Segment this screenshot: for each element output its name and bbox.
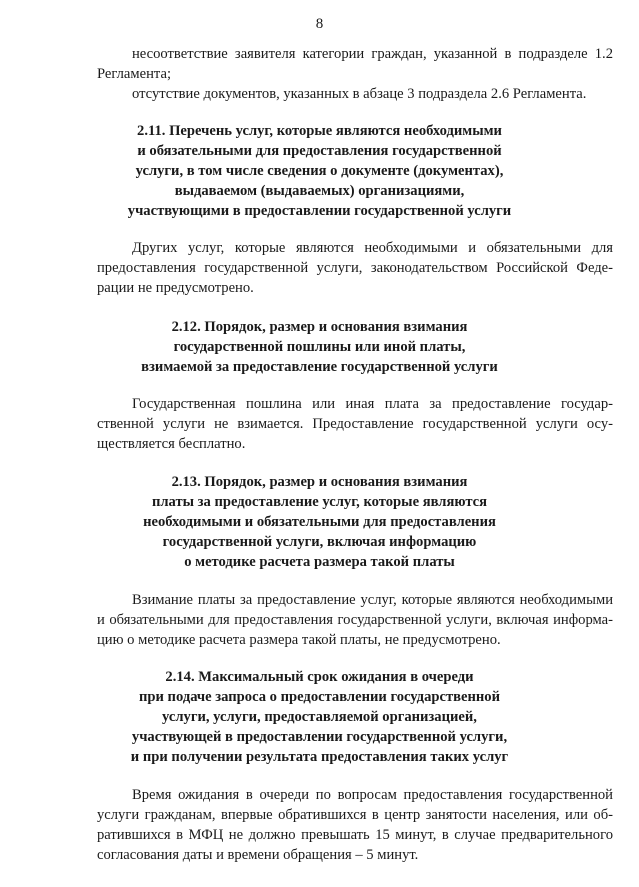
- body-line: Других услуг, которые являются необходимыми и обязательными для: [132, 240, 613, 256]
- body-line: услуги гражданам, впервые обратившихся в центр занятости населения, или об-: [97, 807, 613, 823]
- section-heading: выдаваемом (выдаваемых) организациями,: [174, 183, 465, 199]
- body-line: ратившихся в МФЦ не должно превышать 15 минут, в случае предварительного: [97, 827, 613, 843]
- page-number: 8: [315, 16, 324, 32]
- section-heading: 2.11. Перечень услуг, которые являются необходимыми: [137, 123, 502, 139]
- body-line: цию о методике расчета размера такой платы, не предусмотрено.: [97, 632, 501, 648]
- section-heading: 2.14. Максимальный срок ожидания в очереди: [165, 669, 474, 685]
- section-heading: 2.13. Порядок, размер и основания взимания: [171, 474, 468, 490]
- body-line: и обязательными для предоставления государственной услуги, включая информа-: [97, 612, 613, 628]
- section-heading: государственной услуги, включая информацию: [162, 534, 477, 550]
- body-line: Время ожидания в очереди по вопросам предоставления государственной: [132, 787, 613, 803]
- body-line: предоставления государственной услуги, законодательством Российской Феде-: [97, 260, 613, 276]
- section-heading: взимаемой за предоставление государственной услуги: [141, 359, 498, 375]
- body-line: ществляется бесплатно.: [97, 436, 246, 452]
- body-line: Регламента;: [97, 66, 172, 82]
- body-line: отсутствие документов, указанных в абзаце 3 подраздела 2.6 Регламента.: [132, 86, 587, 102]
- section-heading: необходимыми и обязательными для предоставления: [143, 514, 496, 530]
- body-line: согласования даты и времени обращения – 5 минут.: [97, 847, 419, 863]
- section-heading: при подаче запроса о предоставлении государственной: [138, 689, 501, 705]
- body-line: несоответствие заявителя категории граждан, указанной в подразделе 1.2: [132, 46, 613, 62]
- section-heading: о методике расчета размера такой платы: [184, 554, 455, 570]
- body-line: Взимание платы за предоставление услуг, которые являются необходимыми: [132, 592, 613, 608]
- section-heading: 2.12. Порядок, размер и основания взимания: [171, 319, 468, 335]
- body-line: Государственная пошлина или иная плата за предоставление государ-: [132, 396, 613, 412]
- body-line: рации не предусмотрено.: [97, 280, 254, 296]
- section-heading: участвующими в предоставлении государственной услуги: [127, 203, 512, 219]
- section-heading: платы за предоставление услуг, которые являются: [151, 494, 488, 510]
- body-line: ственной услуги не взимается. Предоставление государственной услуги осу-: [97, 416, 613, 432]
- section-heading: услуги, услуги, предоставляемой организацией,: [162, 709, 477, 725]
- section-heading: государственной пошлины или иной платы,: [173, 339, 466, 355]
- section-heading: услуги, в том числе сведения о документе (документах),: [135, 163, 504, 179]
- section-heading: участвующей в предоставлении государственной услуги,: [131, 729, 508, 745]
- section-heading: и обязательными для предоставления государственной: [137, 143, 502, 159]
- section-heading: и при получении результата предоставления таких услуг: [130, 749, 509, 765]
